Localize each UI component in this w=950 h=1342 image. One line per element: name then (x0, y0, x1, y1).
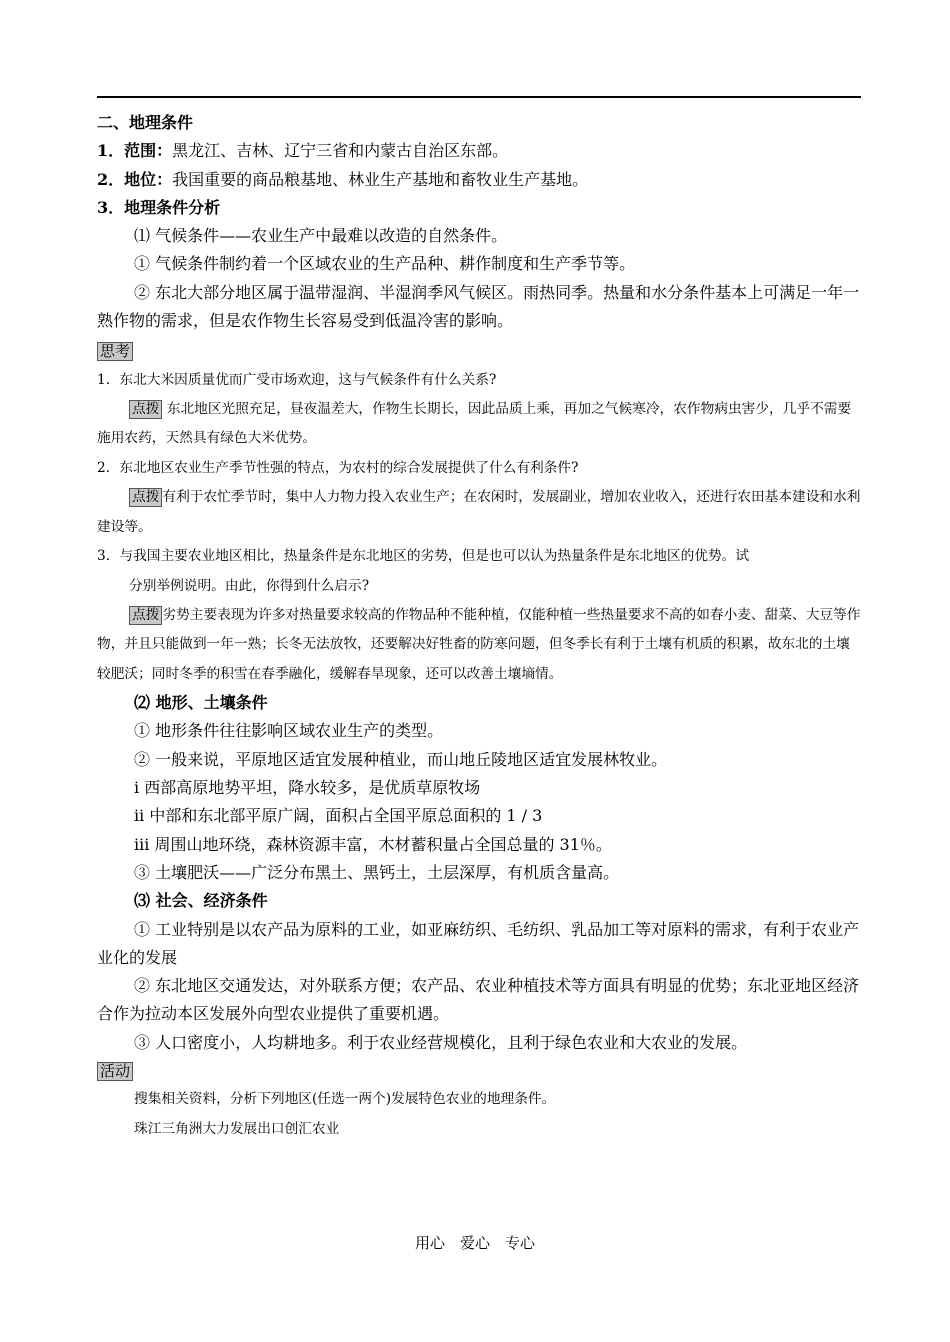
answer-3 (97, 601, 861, 689)
terrain-ii: ⅱ 中部和东北部平原广阔，面积占全国平原总面积的 1 / 3 (134, 806, 543, 826)
activity-tag: 活动 (97, 1062, 133, 1081)
question-3-cont: 分别举例说明。由此，你得到什么启示? (129, 577, 370, 594)
section-title: 二、地理条件 (97, 113, 194, 132)
hint-tag-1: 点拨 (129, 400, 162, 419)
answer-1-text: 东北地区光照充足，昼夜温差大，作物生长期长，因此品质上乘，再加之气候寒冷，农作物病虫害少，几乎不需要施用农药，天然具有绿色大米优势。 (97, 401, 852, 447)
item-status-text: 我国重要的商品粮基地、林业生产基地和畜牧业生产基地。 (172, 169, 589, 189)
social-title: ⑶ 社会、经济条件 (134, 891, 268, 911)
social-p1: ① 工业特别是以农产品为原料的工业，如亚麻纺织、毛纺织、乳品加工等对原料的需求，有利于农业产业化的发展 (97, 919, 860, 967)
question-2: 2．东北地区农业生产季节性强的特点，为农村的综合发展提供了什么有利条件? (97, 459, 579, 476)
activity-line-2: 珠江三角洲大力发展出口创汇农业 (134, 1120, 340, 1137)
think-block (97, 337, 861, 365)
header-rule (97, 96, 861, 98)
terrain-i: ⅰ 西部高原地势平坦，降水较多，是优质草原牧场 (134, 778, 481, 798)
item-status (97, 166, 861, 194)
terrain-title: ⑵ 地形、土壤条件 (134, 693, 268, 713)
terrain-p3: ③ 土壤肥沃——广泛分布黑土、黑钙土，土层深厚，有机质含量高。 (134, 862, 620, 882)
answer-2-text: 有利于农忙季节时，集中人力物力投入农业生产；在农闲时，发展副业，增加农业收入，还进行农田基本建设和水利建设等。 (97, 489, 861, 535)
document-body (97, 109, 861, 1144)
answer-1 (97, 395, 861, 454)
social-p3: ③ 人口密度小，人均耕地多。利于农业经营规模化，且利于绿色农业和大农业的发展。 (134, 1032, 748, 1052)
activity-line-1: 搜集相关资料，分析下列地区(任选一两个)发展特色农业的地理条件。 (134, 1091, 556, 1108)
terrain-p1: ① 地形条件往往影响区域农业生产的类型。 (134, 721, 444, 741)
terrain-iii: ⅲ 周围山地环绕，森林资源丰富，木材蓄积量占全国总量的 31％。 (134, 834, 612, 854)
hint-tag-3: 点拨 (129, 606, 162, 625)
climate-p1: ① 气候条件制约着一个区域农业的生产品种、耕作制度和生产季节等。 (134, 254, 636, 274)
question-1: 1．东北大米因质量优而广受市场欢迎，这与气候条件有什么关系? (97, 371, 497, 388)
hint-tag-2: 点拨 (129, 488, 162, 507)
answer-3-text: 劣势主要表现为许多对热量要求较高的作物品种不能种植，仅能种植一些热量要求不高的如春小麦、甜菜、大豆等作物，并且只能做到一年一熟；长冬无法放牧，还要解决好牲畜的防寒问题，但冬季长有利于土壤有机质的积累，故东北的土壤较肥沃；同时冬季的积雪在春季融化，缓解春旱现象，还可以改善土壤墒情。 (97, 606, 861, 682)
climate-title: ⑴ 气候条件——农业生产中最难以改造的自然条件。 (134, 226, 508, 246)
item-scope (97, 137, 861, 165)
activity-block (97, 1057, 861, 1085)
page-footer: 用心 爱心 专心 (414, 1234, 535, 1252)
answer-2 (97, 483, 861, 542)
think-tag: 思考 (97, 342, 133, 361)
social-p2: ② 东北地区交通发达，对外联系方便；农产品、农业种植技术等方面具有明显的优势；东北亚地区经济合作为拉动本区发展外向型农业提供了重要机遇。 (97, 976, 860, 1024)
item-scope-label: 1．范围： (97, 141, 173, 161)
item-analysis-title: 3．地理条件分析 (97, 197, 221, 217)
question-3: 3．与我国主要农业地区相比，热量条件是东北地区的劣势，但是也可以认为热量条件是东北地区的优势。试 (97, 548, 750, 565)
item-status-label: 2．地位： (97, 169, 173, 189)
item-scope-text: 黑龙江、吉林、辽宁三省和内蒙古自治区东部。 (172, 141, 509, 161)
climate-p2: ② 东北大部分地区属于温带湿润、半湿润季风气候区。雨热同季。热量和水分条件基本上可满足一年一熟作物的需求，但是农作物生长容易受到低温冷害的影响。 (97, 282, 860, 331)
terrain-p2: ② 一般来说，平原地区适宜发展种植业，而山地丘陵地区适宜发展林牧业。 (134, 749, 668, 769)
